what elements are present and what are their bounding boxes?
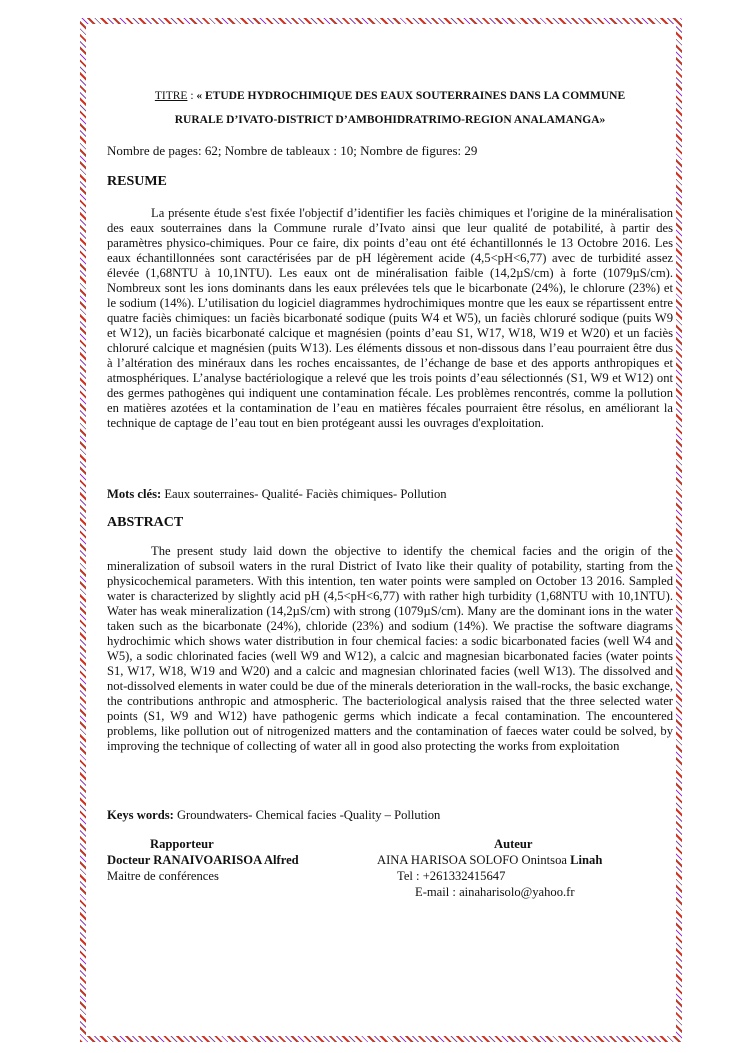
mots-cles bbox=[107, 487, 447, 502]
title-line-2: RURALE D’IVATO-DISTRICT D’AMBOHIDRATRIMO-REGION ANALAMANGA» bbox=[174, 114, 606, 126]
keywords-value: Groundwaters- Chemical facies -Quality – Pollution bbox=[173, 808, 441, 822]
title-line-1 bbox=[107, 84, 673, 108]
auteur-tel: Tel : +261332415647 bbox=[397, 869, 506, 883]
auteur-name: AINA HARISOA SOLOFO Onintsoa Linah bbox=[377, 853, 603, 867]
rapporteur-heading: Rapporteur bbox=[150, 837, 214, 851]
document-stats: Nombre de pages: 62; Nombre de tableaux : 10; Nombre de figures: 29 bbox=[107, 143, 478, 158]
mots-cles-value: Eaux souterraines- Qualité- Faciès chimiques- Pollution bbox=[161, 487, 447, 501]
mots-cles-label: Mots clés: bbox=[107, 487, 162, 501]
title-colon: : bbox=[187, 90, 197, 102]
auteur-heading: Auteur bbox=[494, 837, 533, 851]
title-text-1: « ETUDE HYDROCHIMIQUE DES EAUX SOUTERRAINES DANS LA COMMUNE bbox=[196, 90, 626, 102]
auteur-name-bold: Linah bbox=[570, 853, 603, 867]
title-label: TITRE bbox=[154, 90, 188, 102]
document-title bbox=[107, 84, 673, 132]
keywords bbox=[107, 808, 440, 823]
abstract-heading: ABSTRACT bbox=[107, 515, 184, 530]
abstract-body: The present study laid down the objective to identify the chemical facies and the origin of the mineralization of subsoil waters in the rural District of Ivato like their quality of potability, starting from the physicochemical parameters. With this intention, ten water points were sampled on October 13 2016. Sampled water is characterized by slightly acid pH (4,5<pH<6,77) with rather high turbidity (1,68NTU with 10,1NTU). Water has weak mineralization (14,2µS/cm) with strong (1079µS/cm). Many are the dominant ions in the water taken such as the bicarbonate (24%), chloride (23%) and sodium (14%). We practise the software diagrams hydrochimic which shows water distribution in four chemical facies: a sodic bicarbonated facies (well W4 and W5), a sodic chlorinated facies (well W9 and W12), a calcic and magnesian bicarbonated facies (water points S1, W17, W18, W19 and W20) and a calcic and magnesian chlorinated facies (well W13). The dissolved and not-dissolved elements in water could be due of the minerals deterioration in the wall-rocks, the basic exchange, the contributions anthropic and atmospheric. The bacteriological analysis raised that the three selected water points (S1, W9 and W12) have pathogenic germs which indicate a fecal contamination. The encountered problems, like pollution out of nitrogenized matters and the contamination of faeces water could be solved, by improving the technique of collecting of water all in good also protecting the works from exploitation bbox=[107, 544, 673, 753]
keywords-label: Keys words: bbox=[107, 808, 174, 822]
resume-body: La présente étude s'est fixée l'objectif d’identifier les faciès chimiques et l'origine de la minéralisation des eaux souterraines dans la Commune rurale d’Ivato ainsi que leur qualité de potabilité, à partir des paramètres physico-chimiques. Pour ce faire, dix points d’eau ont été échantillonnés le 13 Octobre 2016. Les eaux échantillonnées sont caractérisées par de pH légèrement acide (4,5<pH<6,77) avec de turbidité assez élevée (1,68NTU à 10,1NTU). Les eaux ont de minéralisation faible (14,2µS/cm) à forte (1079µS/cm). Nombreux sont les ions dominants dans les eaux prélevées tels que le bicarbonate (24%), le chlorure (23%) et le sodium (14%). L’utilisation du logiciel diagrammes hydrochimiques montre que les eaux se répartissent entre quatre faciès chimiques: un faciès bicarbonaté sodique (puits W4 et W5), un faciès chloruré sodique (puits W9 et W12), un faciès bicarbonaté calcique et magnésien (points d’eau S1, W17, W18, W19 et W20) et un faciès chloruré calcique et magnésien (puits W13). Les éléments dissous et non-dissous dans l’eau pourraient être dus à l’altération des minéraux dans les roches encaissantes, de l’échange de base et des apports anthropiques et atmosphériques. L’analyse bactériologique a relevé que les trois points d’eau sélectionnés (S1, W9 et W12) ont des germes pathogènes qui indiquent une contamination fécale. Les problèmes rencontrés, comme la pollution en matières azotées et la contamination de l’eau en matières fécales pourraient être résolus, en améliorant la technique de captage de l’eau tout en bien protégeant aussi les ouvrages d'exploitation. bbox=[107, 206, 673, 430]
rapporteur-name: Docteur RANAIVOARISOA Alfred bbox=[107, 853, 299, 867]
auteur-email: E-mail : ainaharisolo@yahoo.fr bbox=[415, 885, 575, 899]
resume-heading: RESUME bbox=[107, 174, 167, 189]
rapporteur-role: Maitre de conférences bbox=[107, 869, 219, 883]
